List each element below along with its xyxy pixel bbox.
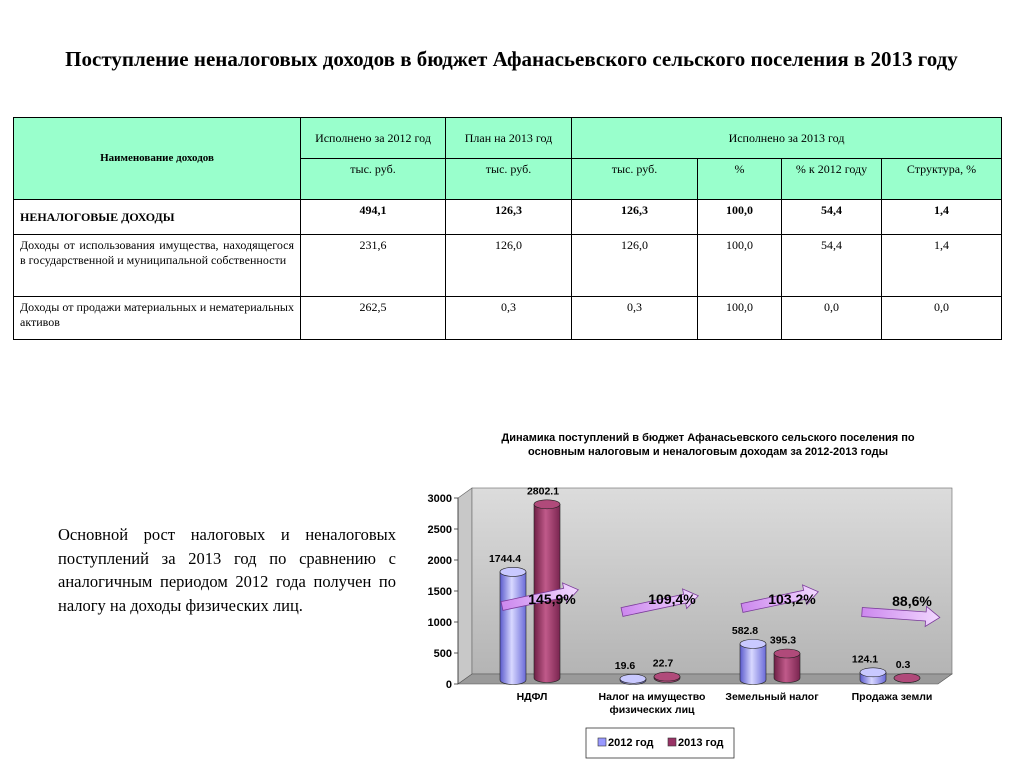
chart-title-line: Динамика поступлений в бюджет Афанасьевского сельского поселения по [501,432,915,444]
cell-plan: 126,0 [446,235,572,297]
growth-label: 109,4% [648,591,696,607]
category-label [852,691,933,703]
table-header-row [14,118,1002,159]
bar-top [500,567,526,576]
y-tick-label: 1000 [427,617,452,629]
category-label-line: физических лиц [609,704,695,716]
bar [654,672,680,682]
row-name: Доходы от продажи материальных и нематериальных активов [14,297,301,340]
bar-top [620,674,646,683]
chart-title [501,432,914,458]
y-tick-label: 2500 [427,524,452,536]
table-row [14,297,1002,340]
cell-2012: 494,1 [301,200,446,235]
cell-percent-2012: 54,4 [782,200,882,235]
bar-body [500,572,526,685]
legend-label: 2012 год [608,737,654,749]
bar-top [534,500,560,509]
data-label: 124.1 [851,653,879,666]
bar-top [860,668,886,677]
table-row [14,235,1002,297]
y-tick-label: 1500 [427,586,452,598]
header-unit-2012: тыс. руб. [301,159,446,200]
bar [860,668,886,685]
y-tick-label: 500 [433,648,452,660]
category-label-line: НДФЛ [516,691,548,703]
bar [500,567,526,684]
data-label: 22.7 [652,657,674,670]
cell-2013: 126,3 [572,200,698,235]
bar [620,674,646,684]
cell-2013: 0,3 [572,297,698,340]
legend-swatch [668,738,676,746]
cell-structure: 1,4 [882,235,1002,297]
header-plan-2013: План на 2013 год [446,118,572,159]
growth-label: 145,9% [528,591,576,607]
summary-text: Основной рост налоговых и неналоговых поступлений за 2013 год по сравнению с аналогичным периодом 2012 года получен по налогу на доходы физических лиц. [58,525,396,615]
category-label-line: Земельный налог [725,691,819,703]
growth-label: 88,6% [892,593,932,609]
page-title: Поступление неналоговых доходов в бюджет Афанасьевского сельского поселения в 2013 году [65,47,958,71]
header-percent: % [698,159,782,200]
cell-plan: 0,3 [446,297,572,340]
table-row [14,200,1002,235]
cell-2013: 126,0 [572,235,698,297]
header-income-name: Наименование доходов [14,118,301,200]
header-executed-2013: Исполнено за 2013 год [572,118,1002,159]
data-label: 395.3 [769,634,797,647]
header-percent-to-2012: % к 2012 году [782,159,882,200]
cell-structure: 0,0 [882,297,1002,340]
row-name: Доходы от использования имущества, находящегося в государственной и муниципальной собственности [14,235,301,297]
cell-2012: 231,6 [301,235,446,297]
cell-percent: 100,0 [698,235,782,297]
category-label-line: Продажа земли [851,691,933,703]
y-tick-label: 3000 [427,493,452,505]
cell-plan: 126,3 [446,200,572,235]
data-label: 2802.1 [526,485,560,498]
chart-legend [586,728,734,758]
row-name: НЕНАЛОГОВЫЕ ДОХОДЫ [14,200,301,235]
bar-top [740,639,766,648]
legend-swatch [598,738,606,746]
header-executed-2012: Исполнено за 2012 год [301,118,446,159]
data-label: 582.8 [731,624,759,637]
header-unit-2013: тыс. руб. [572,159,698,200]
category-label [599,691,706,716]
header-structure: Структура, % [882,159,1002,200]
cell-percent: 100,0 [698,200,782,235]
header-unit-plan: тыс. руб. [446,159,572,200]
legend-label: 2013 год [678,737,724,749]
category-label [517,691,548,703]
bar-top [774,649,800,658]
bar-top [894,673,920,682]
cell-structure: 1,4 [882,200,1002,235]
data-label: 1744.4 [488,552,522,565]
data-label: 0.3 [895,658,911,671]
revenue-chart [398,422,1018,764]
category-label-line: Налог на имущество [598,691,706,703]
cell-2012: 262,5 [301,297,446,340]
plot-area [428,485,952,716]
income-table [13,117,1002,340]
bar-body [740,644,766,685]
cell-percent: 100,0 [698,297,782,340]
bar-top [654,672,680,681]
cell-percent-2012: 54,4 [782,235,882,297]
y-tick-label: 0 [445,679,452,691]
bar [894,673,920,682]
side-wall [458,488,472,684]
cell-percent-2012: 0,0 [782,297,882,340]
category-label [725,691,819,703]
growth-label: 103,2% [768,591,816,607]
data-label: 19.6 [614,659,636,672]
chart-title-line: основным налоговым и неналоговым доходам за 2012-2013 годы [528,446,888,458]
y-tick-label: 2000 [427,555,452,567]
bar [740,639,766,684]
bar [774,649,800,683]
